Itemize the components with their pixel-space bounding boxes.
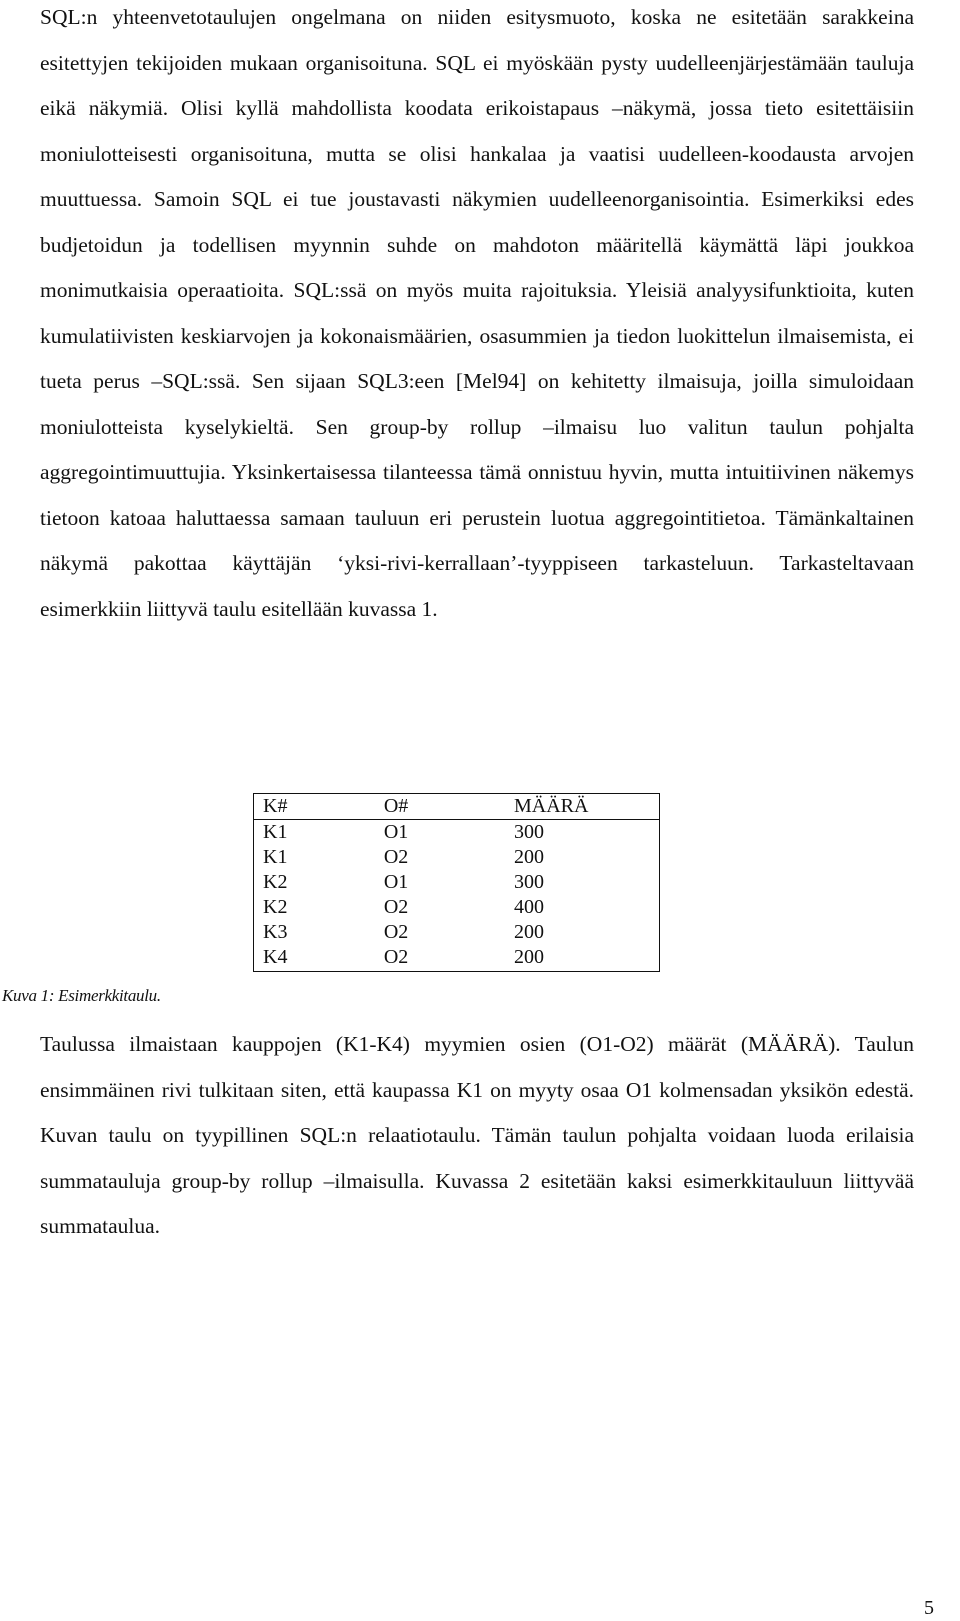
- cell-part: O2: [383, 946, 409, 968]
- table-row: [254, 845, 660, 870]
- cell-quantity: 200: [513, 946, 544, 968]
- cell-store: K4: [263, 946, 288, 968]
- cell-part: O1: [383, 871, 409, 893]
- table-row: [254, 870, 660, 895]
- header-store: K#: [254, 794, 375, 820]
- cell-quantity: 300: [513, 821, 544, 843]
- table-row: [254, 895, 660, 920]
- cell-part: O2: [383, 921, 409, 943]
- table-row: [254, 920, 660, 945]
- cell-quantity: 200: [513, 921, 544, 943]
- page-number: 5: [924, 1597, 934, 1619]
- paragraph-explanation: Taulussa ilmaistaan kauppojen (K1-K4) myymien osien (O1-O2) määrät (MÄÄRÄ). Taulun ensimmäinen rivi tulkitaan siten, että kaupassa K1 on myyty osaa O1 kolmensadan yksikön edestä. Kuvan taulu on tyypillinen SQL:n relaatiotaulu. Tämän taulun pohjalta voidaan luoda erilaisia summatauluja group-by rollup –ilmaisulla. Kuvassa 2 esitetään kaksi esimerkkitauluun liittyvää summataulua.: [40, 1032, 914, 1238]
- cell-store: K3: [263, 921, 288, 943]
- cell-part: O1: [383, 821, 409, 843]
- figure-caption: Kuva 1: Esimerkkitaulu.: [2, 986, 161, 1005]
- cell-store: K2: [263, 896, 288, 918]
- cell-quantity: 300: [513, 871, 544, 893]
- table-header-row: [254, 794, 660, 820]
- example-table: [253, 793, 660, 972]
- cell-quantity: 200: [513, 846, 544, 868]
- cell-part: O2: [383, 846, 409, 868]
- header-quantity: MÄÄRÄ: [505, 794, 660, 820]
- cell-store: K1: [263, 846, 288, 868]
- cell-store: K1: [263, 821, 288, 843]
- cell-part: O2: [383, 896, 409, 918]
- table-row: [254, 945, 660, 972]
- cell-quantity: 400: [513, 896, 544, 918]
- table-row: [254, 820, 660, 846]
- cell-store: K2: [263, 871, 288, 893]
- paragraph-intro: SQL:n yhteenvetotaulujen ongelmana on niiden esitysmuoto, koska ne esitetään sarakkeina esitettyjen tekijoiden mukaan organisoituna. SQL ei myöskään pysty uudelleenjärjestämään tauluja eikä näkymiä. Olisi kyllä mahdollista koodata erikoistapaus –näkymä, jossa tieto esitettäisiin moniulotteisesti organisoituna, mutta se olisi hankalaa ja vaatisi uudelleen-koodausta arvojen muuttuessa. Samoin SQL ei tue joustavasti näkymien uudelleenorganisointia. Esimerkiksi edes budjetoidun ja todellisen myynnin suhde on mahdoton määritellä käymättä läpi joukkoa monimutkaisia operaatioita. SQL:ssä on myös muita rajoituksia. Yleisiä analyysifunktioita, kuten kumulatiivisten keskiarvojen ja kokonaismäärien, osasummien ja tiedon luokittelun ilmaisemista, ei tueta perus –SQL:ssä. Sen sijaan SQL3:een [Mel94] on kehitetty ilmaisuja, joilla simuloidaan moniulotteista kyselykieltä. Sen group-by rollup –ilmaisu luo valitun taulun pohjalta aggregointimuuttujia. Yksinkertaisessa tilanteessa tämä onnistuu hyvin, mutta intuitiivinen näkemys tietoon katoaa haluttaessa samaan tauluun eri perustein luotua aggregointitietoa. Tämänkaltainen näkymä pakottaa käyttäjän ‘yksi-rivi-kerrallaan’-tyyppiseen tarkasteluun. Tarkasteltavaan esimerkkiin liittyvä taulu esitellään kuvassa 1.: [40, 5, 914, 621]
- header-part: O#: [375, 794, 505, 820]
